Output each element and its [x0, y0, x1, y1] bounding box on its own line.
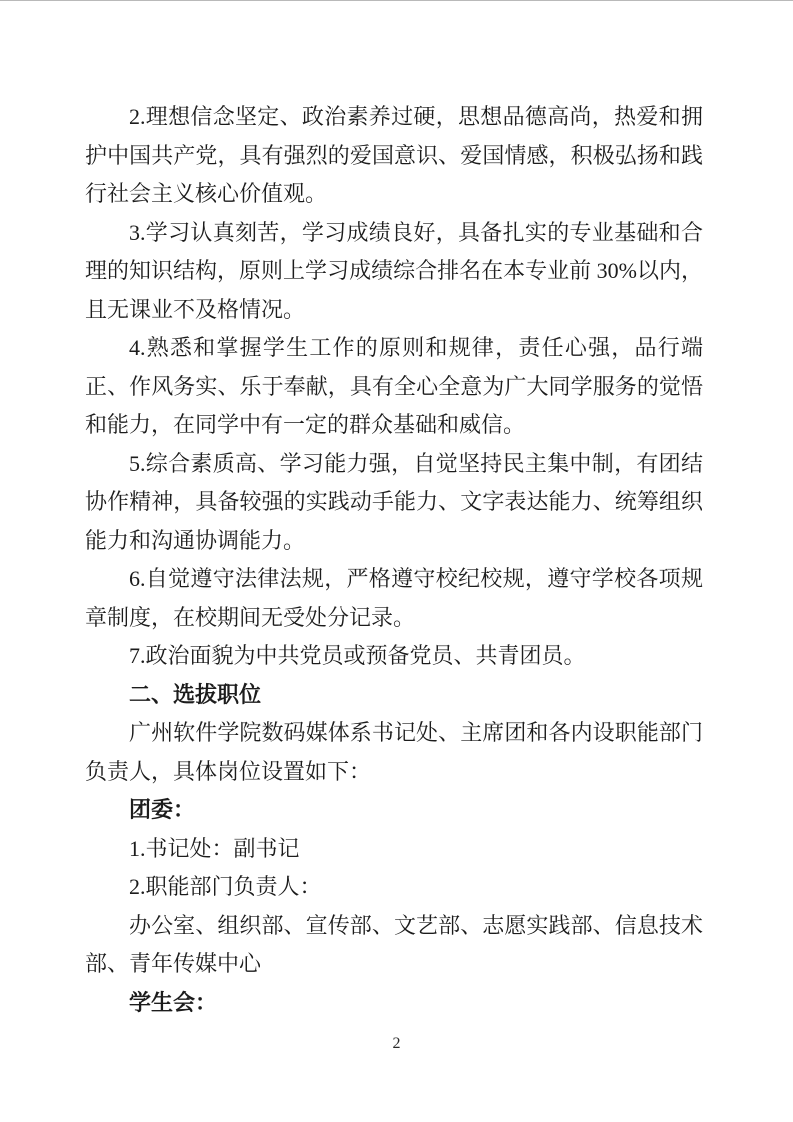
paragraph: 2.理想信念坚定、政治素养过硬，思想品德高尚，热爱和拥护中国共产党，具有强烈的爱国意识、爱国情感，积极弘扬和践行社会主义核心价值观。	[85, 104, 703, 206]
paragraph: 2.职能部门负责人：	[129, 874, 322, 899]
paragraph: 3.学习认真刻苦，学习成绩良好，具备扎实的专业基础和合理的知识结构，原则上学习成绩综合排名在本专业前 30%以内，且无课业不及格情况。	[85, 219, 703, 322]
paragraph: 6.自觉遵守法律法规，严格遵守校纪校规，遵守学校各项规章制度，在校期间无受处分记录。	[85, 566, 703, 630]
section-heading: 二、选拔职位	[129, 681, 262, 707]
paragraph: 5.综合素质高、学习能力强，自觉坚持民主集中制，有团结协作精神，具备较强的实践动手能力、文字表达能力、统筹组织能力和沟通协调能力。	[85, 450, 703, 553]
paragraph: 办公室、组织部、宣传部、文艺部、志愿实践部、信息技术部、青年传媒中心	[85, 912, 703, 976]
page-footer	[0, 1035, 793, 1053]
document-body	[85, 98, 703, 1022]
page-number: 2	[392, 1035, 401, 1052]
section-heading: 团委：	[129, 797, 196, 822]
paragraph: 广州软件学院数码媒体系书记处、主席团和各内设职能部门负责人，具体岗位设置如下：	[85, 720, 703, 784]
section-heading: 学生会：	[129, 989, 218, 1015]
paragraph: 1.书记处：副书记	[129, 835, 300, 861]
paragraph: 4.熟悉和掌握学生工作的原则和规律，责任心强，品行端正、作风务实、乐于奉献，具有全心全意为广大同学服务的觉悟和能力，在同学中有一定的群众基础和威信。	[85, 335, 703, 437]
paragraph: 7.政治面貌为中共党员或预备党员、共青团员。	[129, 643, 586, 668]
